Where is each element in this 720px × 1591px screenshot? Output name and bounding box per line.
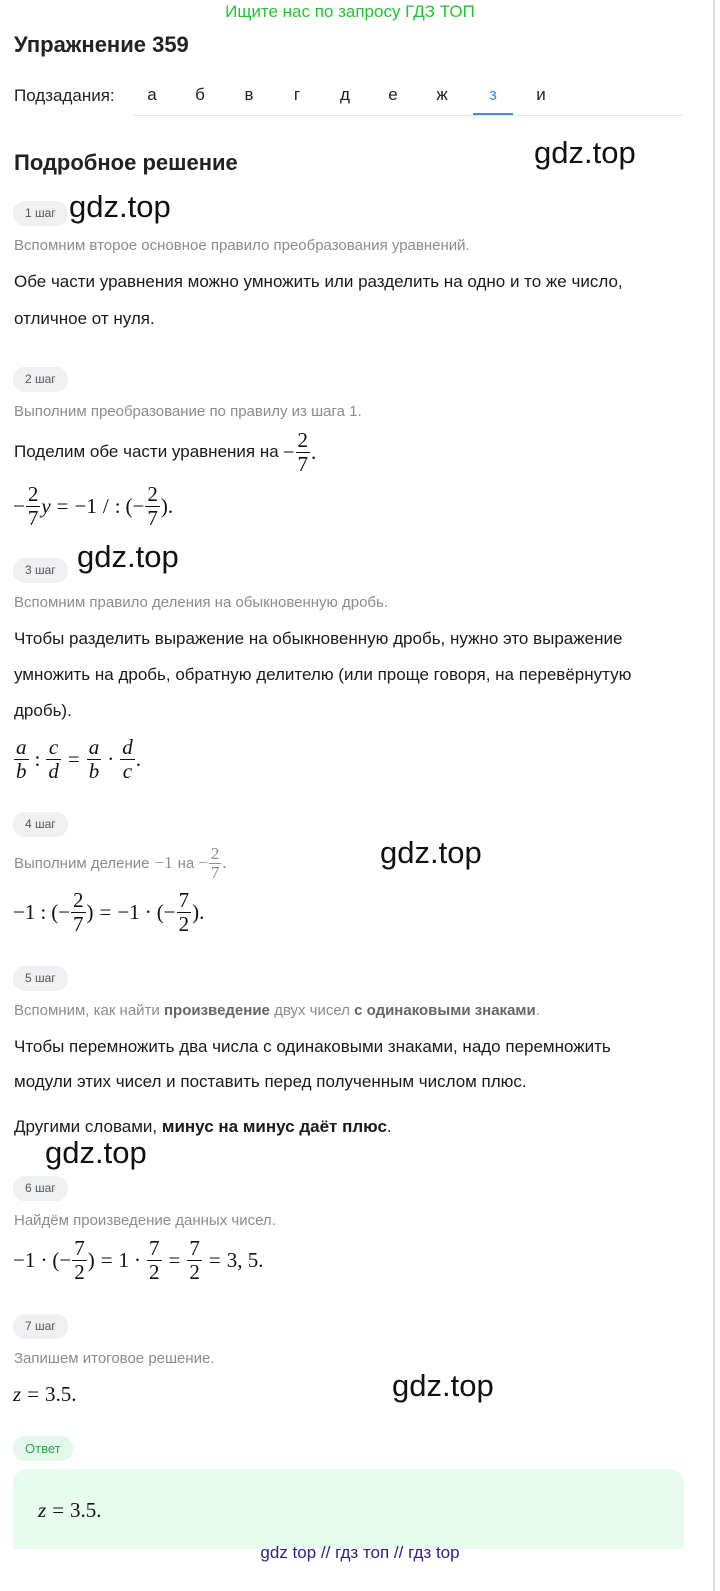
subtask-tabs	[132, 76, 684, 116]
watermark: gdz.top	[69, 189, 171, 224]
step-6-hint: Найдём произведение данных чисел.	[14, 1212, 276, 1229]
step-1-hint: Вспомним второе основное правило преобразования уравнений.	[14, 237, 470, 254]
tab-v[interactable]: в	[244, 85, 254, 104]
step-7-result: z = 3.5 .	[13, 1381, 77, 1406]
fraction-7-2: $\frac{7}{2}$	[149, 1236, 160, 1284]
step-7-badge: 7 шаг	[13, 1314, 68, 1339]
step-5-text-line-1: Чтобы перемножить два числа с одинаковыми знаками, надо перемножить	[14, 1037, 611, 1056]
step-3-text-line-2: умножить на дробь, обратную делителю (или проще говоря, на перевёрнутую	[14, 665, 632, 684]
fraction-7-2: $\frac{7}{2}$	[74, 1236, 85, 1284]
step-5-summary: Другими словами, минус на минус даёт плюс.	[14, 1117, 392, 1136]
answer-box	[13, 1469, 684, 1549]
fraction-d-c: $\frac{d}{c}$	[122, 735, 133, 783]
step-3-badge: 3 шаг	[13, 558, 68, 583]
step-1-text-line-1: Обе части уравнения можно умножить или разделить на одно и то же число,	[14, 272, 623, 291]
tab-i[interactable]: и	[536, 85, 546, 104]
step-2-text-label: Поделим обе части уравнения на	[14, 442, 279, 461]
tab-d[interactable]: д	[340, 85, 350, 104]
fraction-2-7: $\frac{2}{7}$	[147, 482, 158, 530]
watermark: gdz.top	[392, 1368, 494, 1403]
fraction-2-7: $\frac{2}{7}$	[73, 888, 84, 936]
answer-badge: Ответ	[13, 1436, 73, 1461]
step-1-text-line-2: отличное от нуля.	[14, 309, 155, 328]
fraction-2-7: $\frac{2}{7}$	[27, 482, 39, 530]
step-6-equation: − 1 · ( − $\frac{7}{2}$ ) = 1 · $\frac{7}{2}$ = $\frac{7}{2}$ = 3, 5 .	[13, 1236, 264, 1284]
step-2-equation: − $\frac{2}{7}$ y = − 1 / : ( − $\frac{2}{7}$ ) .	[13, 482, 174, 530]
tab-zh[interactable]: ж	[436, 85, 448, 104]
step-3-text-line-1: Чтобы разделить выражение на обыкновенную дробь, нужно это выражение	[14, 629, 623, 648]
footer-links[interactable]: gdz top // гдз топ // гдз top	[260, 1543, 460, 1562]
solution-heading: Подробное решение	[14, 150, 238, 175]
watermark: gdz.top	[45, 1135, 147, 1170]
step-5-text-line-2: модули этих чисел и поставить перед полученным числом плюс.	[14, 1072, 527, 1091]
step-2-fraction-expression: − $\frac{2}{7}$ .	[282, 428, 317, 476]
step-3-hint: Вспомним правило деления на обыкновенную дробь.	[14, 594, 388, 611]
step-6-badge: 6 шаг	[13, 1176, 68, 1201]
fraction-7-2: $\frac{7}{2}$	[178, 888, 190, 936]
fraction-2-7: $\frac{2}{7}$	[297, 428, 309, 476]
promo-banner[interactable]: Ищите нас по запросу ГДЗ ТОП	[225, 2, 475, 21]
fraction-7-2: $\frac{7}{2}$	[189, 1236, 200, 1284]
fraction-c-d: $\frac{c}{d}$	[48, 735, 59, 783]
page-title: Упражнение 359	[14, 32, 189, 57]
fraction-2-7: $\frac{2}{7}$	[210, 843, 220, 882]
scrollbar[interactable]	[713, 0, 715, 1591]
step-4-hint: Выполним деление − 1 на − $\frac{2}{7}$ .	[14, 843, 227, 882]
tab-a[interactable]: а	[147, 85, 157, 104]
step-2-badge: 2 шаг	[13, 367, 68, 392]
step-5-hint: Вспомним, как найти произведение двух чисел с одинаковыми знаками.	[14, 1002, 540, 1019]
step-7-hint: Запишем итоговое решение.	[14, 1350, 215, 1367]
step-5-badge: 5 шаг	[13, 966, 68, 991]
minus-sign: −	[282, 439, 295, 464]
fraction-a-b: $\frac{a}{b}$	[16, 735, 27, 783]
step-1-badge: 1 шаг	[13, 201, 68, 226]
subtasks-label: Подзадания:	[14, 86, 115, 105]
tab-e[interactable]: е	[388, 85, 398, 104]
step-4-equation: − 1 : ( − $\frac{2}{7}$ ) = − 1 · ( − $\frac{7}{2}$ ) .	[13, 888, 205, 936]
tab-g[interactable]: г	[293, 85, 301, 104]
step-4-badge: 4 шаг	[13, 812, 68, 837]
tab-b[interactable]: б	[195, 85, 205, 104]
fraction-a-b: $\frac{a}{b}$	[88, 735, 100, 783]
watermark: gdz.top	[380, 835, 482, 870]
watermark: gdz.top	[77, 539, 179, 574]
step-2-hint: Выполним преобразование по правилу из шага 1.	[14, 403, 362, 420]
step-3-formula: $\frac{a}{b}$ : $\frac{c}{d}$ = $\frac{a}{b}$ · $\frac{d}{c}$ .	[16, 735, 141, 783]
step-3-text-line-3: дробь).	[14, 701, 72, 720]
watermark: gdz.top	[534, 135, 636, 170]
step-2-text	[14, 426, 316, 478]
tab-z-active[interactable]: з	[473, 76, 513, 115]
answer-result: z = 3.5 .	[38, 1497, 102, 1522]
